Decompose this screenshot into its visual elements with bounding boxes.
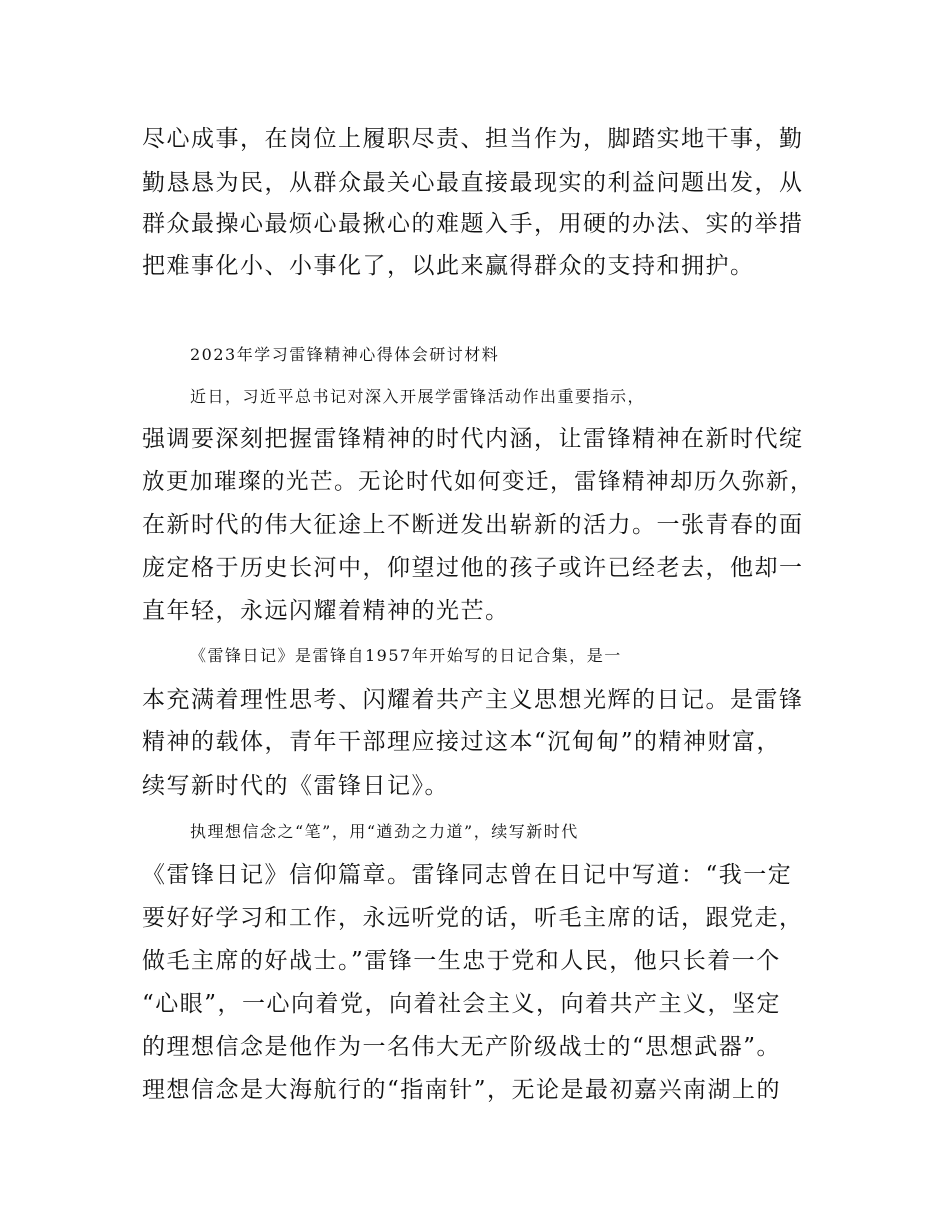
section-title: 2023年学习雷锋精神心得体会研讨材料 — [190, 345, 500, 364]
text-line: 精神的载体，青年干部理应接过这本“沉甸甸”的精神财富， — [142, 729, 782, 755]
text-line: 理想信念是大海航行的“指南针”，无论是最初嘉兴南湖上的 — [142, 1077, 782, 1103]
text-line: 强调要深刻把握雷锋精神的时代内涵，让雷锋精神在新时代绽 — [142, 426, 804, 452]
text-line: “心眼”，一心向着党，向着社会主义，向着共产主义，坚定 — [142, 991, 782, 1017]
text-line: 群众最操心最烦心最揪心的难题入手，用硬的办法、实的举措 — [142, 211, 804, 237]
text-line: 的理想信念是他作为一名伟大无产阶级战士的“思想武器”。 — [142, 1034, 782, 1060]
text-line: 放更加璀璨的光芒。无论时代如何变迁，雷锋精神却历久弥新， — [142, 469, 815, 495]
text-line: 《雷锋日记》是雷锋自1957年开始写的日记合集，是一 — [190, 646, 622, 665]
text-line: 直年轻，永远闪耀着精神的光芒。 — [142, 598, 510, 624]
text-line: 本充满着理性思考、闪耀着共产主义思想光辉的日记。是雷锋 — [142, 687, 804, 713]
text-line: 勤恳恳为民，从群众最关心最直接最现实的利益问题出发，从 — [142, 170, 804, 196]
text-line: 把难事化小、小事化了，以此来赢得群众的支持和拥护。 — [142, 253, 755, 279]
text-line: 在新时代的伟大征途上不断迸发出崭新的活力。一张青春的面 — [142, 512, 804, 538]
text-line: 《雷锋日记》信仰篇章。雷锋同志曾在日记中写道：“我一定 — [142, 862, 793, 888]
text-line: 尽心成事，在岗位上履职尽责、担当作为，脚踏实地干事，勤 — [142, 126, 804, 152]
text-line: 近日，习近平总书记对深入开展学雷锋活动作出重要指示， — [190, 387, 646, 406]
text-line: 执理想信念之“笔”，用“遒劲之力道”，续写新时代 — [190, 822, 579, 841]
text-line: 续写新时代的《雷锋日记》。 — [142, 773, 449, 799]
text-line: 要好好学习和工作，永远听党的话，听毛主席的话，跟党走， — [142, 905, 804, 931]
text-line: 庞定格于历史长河中，仰望过他的孩子或许已经老去，他却一 — [142, 555, 804, 581]
text-line: 做毛主席的好战士。”雷锋一生忠于党和人民，他只长着一个 — [142, 948, 781, 974]
